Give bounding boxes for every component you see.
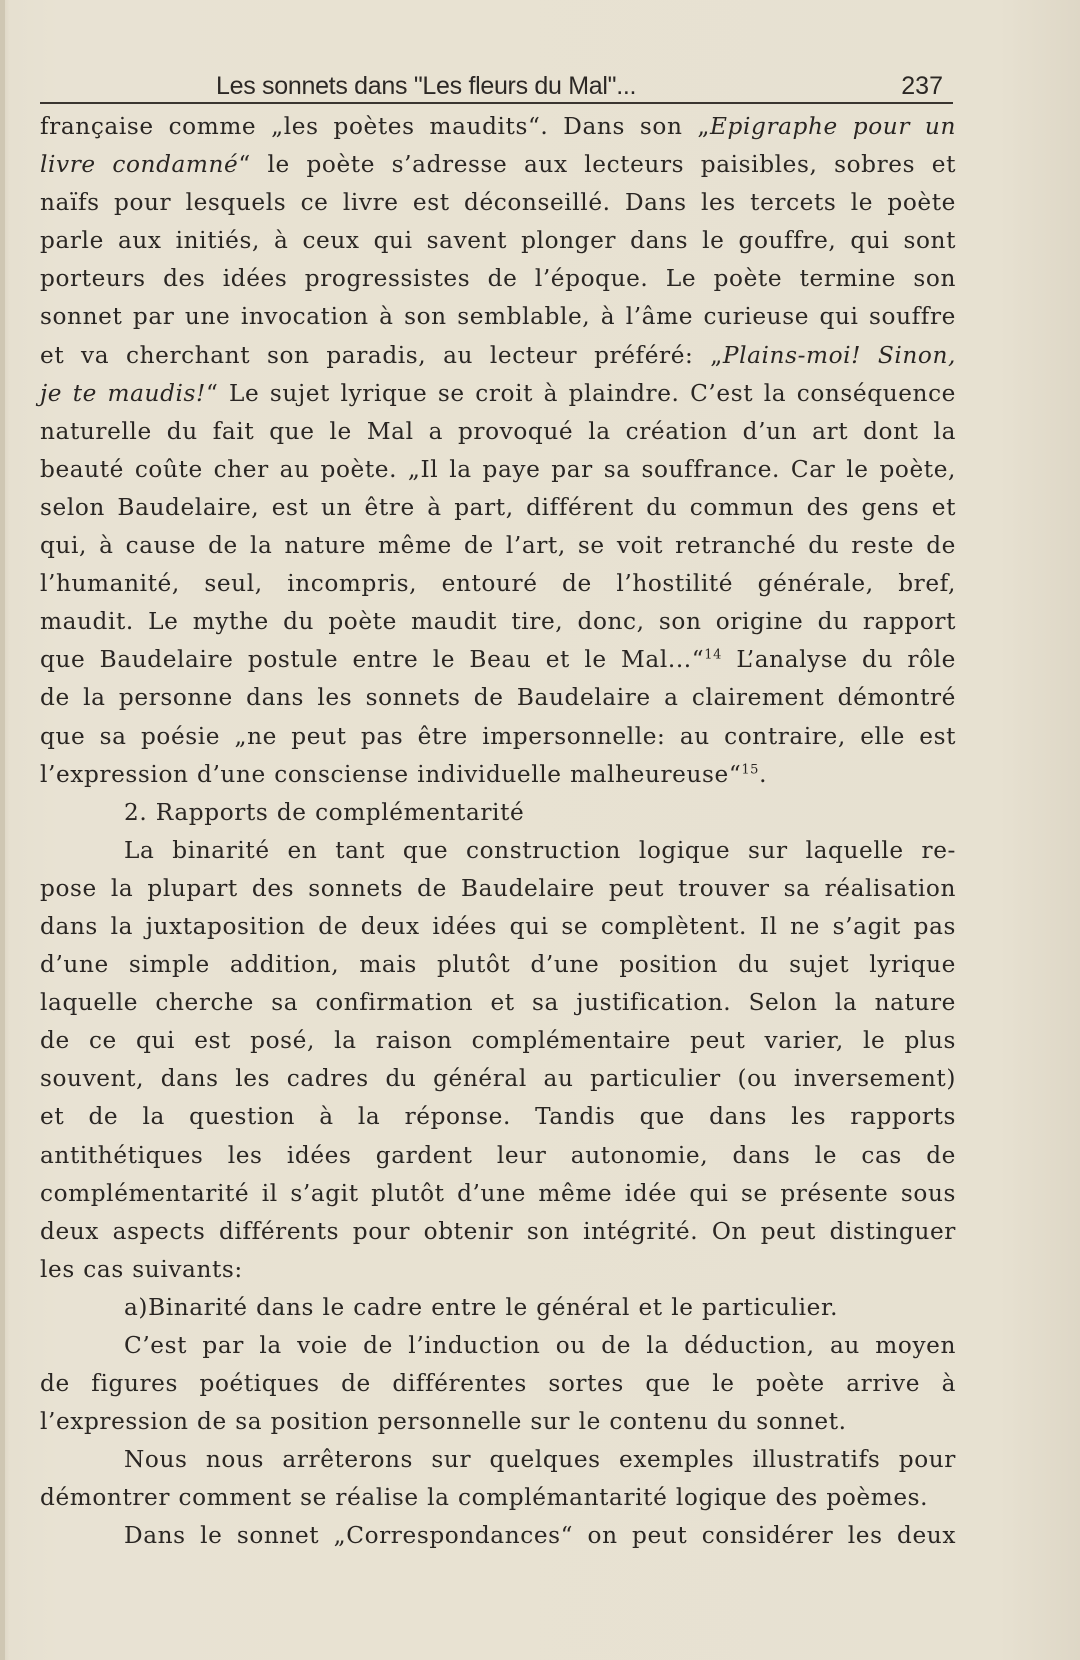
- text-run: démontrer comment se réalise la complémantarité logique des poèmes.: [40, 1484, 929, 1512]
- text-line: [40, 832, 956, 870]
- text-line: [40, 1365, 956, 1403]
- running-header: [40, 70, 953, 104]
- text-run: pose la plupart des sonnets de Baudelaire peut trouver sa réalisation: [40, 874, 956, 902]
- text-line: [40, 337, 956, 375]
- text-line: [40, 1175, 956, 1213]
- text-line: [40, 679, 956, 717]
- text-line: [40, 184, 956, 222]
- text-run: de figures poétiques de différentes sortes que le poète arrive à: [40, 1370, 956, 1398]
- text-run: que sa poésie „ne peut pas être impersonnelle: au contraire, elle est: [40, 722, 956, 750]
- text-run: C’est par la voie de l’induction ou de la déduction, au moyen: [124, 1332, 956, 1359]
- text-line: [40, 260, 956, 298]
- text-line: [40, 1213, 956, 1251]
- text-run: dans la juxtaposition de deux idées qui se complètent. Il ne s’agit pas: [40, 912, 956, 940]
- text-line: [40, 603, 956, 641]
- text-run: .: [759, 760, 768, 788]
- text-run: l’expression de sa position personnelle sur le contenu du sonnet.: [40, 1408, 847, 1436]
- text-line: [40, 1327, 956, 1365]
- text-run: sonnet par une invocation à son semblable, à l’âme curieuse qui souffre: [40, 303, 956, 331]
- text-line: [40, 1060, 956, 1098]
- footnote-ref: 15: [741, 761, 760, 777]
- italic-title: Plains-moi! Sinon,: [722, 341, 957, 369]
- text-run: l’humanité, seul, incompris, entouré de l’hostilité générale, bref,: [40, 570, 956, 598]
- text-line: [40, 1441, 956, 1479]
- text-run: “ le poète s’adresse aux lecteurs paisibles, sobres et: [238, 151, 956, 179]
- text-run: “ Le sujet lyrique se croit à plaindre. C’est la conséquence: [205, 379, 956, 407]
- text-run: de la personne dans les sonnets de Baudelaire a clairement démontré: [40, 684, 956, 712]
- text-run: Nous nous arrêterons sur quelques exemples illustratifs pour: [124, 1446, 956, 1474]
- text-run: selon Baudelaire, est un être à part, différent du commun des gens et: [40, 493, 956, 521]
- text-run: et de la question à la réponse. Tandis que dans les rapports: [40, 1103, 956, 1131]
- text-run: La binarité en tant que construction logique sur laquelle re-: [124, 836, 956, 864]
- text-run: parle aux initiés, à ceux qui savent plonger dans le gouffre, qui sont: [40, 227, 956, 255]
- text-run: les cas suivants:: [40, 1255, 243, 1283]
- text-run: 2. Rapports de complémentarité: [124, 798, 525, 826]
- text-line: [40, 489, 956, 527]
- text-line: [40, 1289, 956, 1327]
- text-run: porteurs des idées progressistes de l’époque. Le poète termine son: [40, 265, 956, 293]
- text-run: l’expression d’une consciense individuelle malheureuse“: [40, 760, 742, 788]
- text-run: complémentarité il s’agit plutôt d’une même idée qui se présente sous: [40, 1179, 956, 1207]
- text-line: [40, 222, 956, 260]
- text-line: [40, 527, 956, 565]
- text-run: de ce qui est posé, la raison complémentaire peut varier, le plus: [40, 1027, 956, 1055]
- italic-title: livre condamné: [40, 151, 239, 179]
- text-line: [40, 641, 956, 679]
- italic-title: je te maudis!: [40, 379, 206, 407]
- text-run: naïfs pour lesquels ce livre est déconseillé. Dans les tercets le poète: [40, 189, 956, 217]
- text-line: [40, 146, 956, 184]
- text-run: L’analyse du rôle: [721, 646, 956, 674]
- text-run: française comme „les poètes maudits“. Dans son „: [40, 113, 711, 140]
- text-line: [40, 718, 956, 756]
- running-header-title: Les sonnets dans "Les fleurs du Mal"...: [216, 72, 637, 100]
- text-run: que Baudelaire postule entre le Beau et le Mal...“: [40, 646, 705, 674]
- footnote-ref: 14: [704, 647, 722, 663]
- text-run: d’une simple addition, mais plutôt d’une position du sujet lyrique: [40, 951, 956, 979]
- text-run: qui, à cause de la nature même de l’art, se voit retranché du reste de: [40, 532, 956, 560]
- text-run: laquelle cherche sa confirmation et sa justification. Selon la nature: [40, 989, 956, 1017]
- page-number: 237: [901, 72, 943, 100]
- text-run: antithétiques les idées gardent leur autonomie, dans le cas de: [40, 1141, 956, 1169]
- text-line: [40, 375, 956, 413]
- text-line: [40, 984, 956, 1022]
- text-run: souvent, dans les cadres du général au particulier (ou inversement): [40, 1065, 956, 1093]
- text-line: [40, 794, 956, 832]
- text-run: deux aspects différents pour obtenir son intégrité. On peut distinguer: [40, 1217, 956, 1245]
- text-line: [40, 1137, 956, 1175]
- text-line: [40, 108, 956, 146]
- text-run: maudit. Le mythe du poète maudit tire, donc, son origine du rapport: [40, 608, 956, 636]
- text-line: [40, 1517, 956, 1555]
- text-line: [40, 1251, 956, 1289]
- text-run: Dans le sonnet „Correspondances“ on peut considérer les deux: [124, 1522, 956, 1550]
- text-line: [40, 565, 956, 603]
- text-line: [40, 870, 956, 908]
- text-line: [40, 413, 956, 451]
- italic-title: Epigraphe pour un: [710, 113, 956, 140]
- text-run: naturelle du fait que le Mal a provoqué la création d’un art dont la: [40, 417, 956, 445]
- text-line: [40, 1479, 956, 1517]
- text-run: a)Binarité dans le cadre entre le général et le particulier.: [124, 1293, 839, 1321]
- text-run: beauté coûte cher au poète. „Il la paye par sa souffrance. Car le poète,: [40, 455, 956, 483]
- text-line: [40, 1022, 956, 1060]
- text-line: [40, 298, 956, 336]
- page-binding-edge: [0, 0, 5, 1660]
- text-line: [40, 908, 956, 946]
- text-line: [40, 946, 956, 984]
- text-line: [40, 451, 956, 489]
- text-run: et va cherchant son paradis, au lecteur préféré: „: [40, 341, 723, 369]
- text-line: [40, 756, 956, 794]
- body-text: [40, 108, 956, 1556]
- text-line: [40, 1098, 956, 1136]
- text-line: [40, 1403, 956, 1441]
